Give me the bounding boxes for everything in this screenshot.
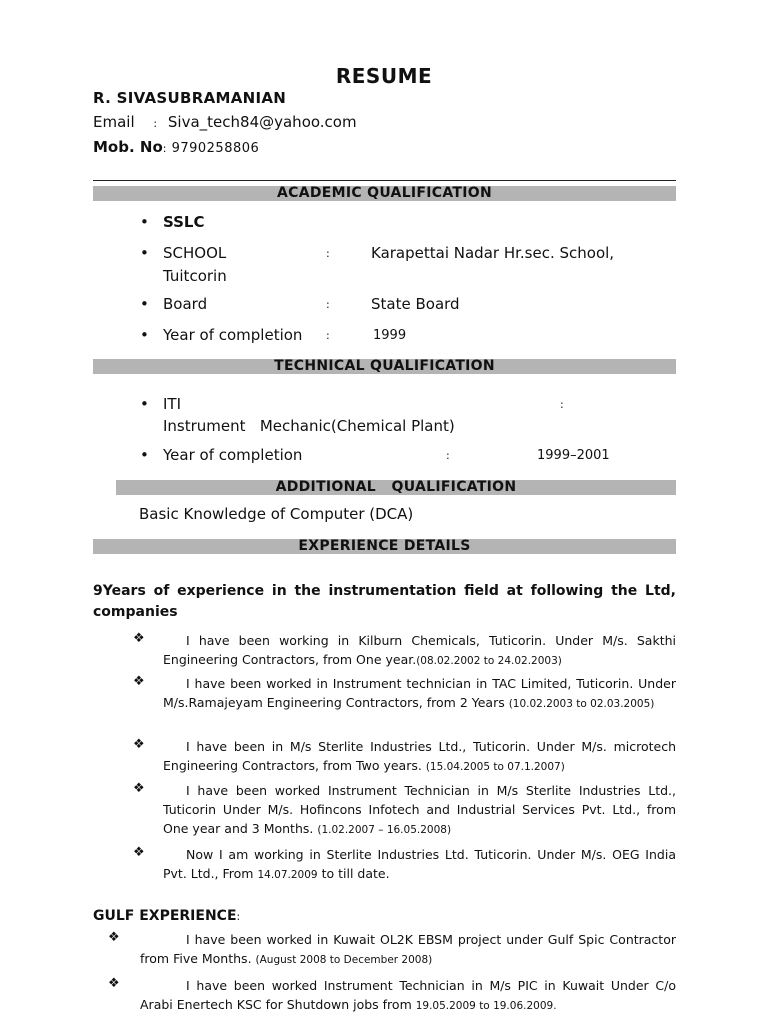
technical-year-separator: :: [446, 449, 450, 462]
diamond-bullet-icon: ❖: [133, 781, 145, 796]
academic-board-label: Board: [163, 295, 208, 313]
header-divider: [93, 180, 676, 181]
technical-iti-separator: :: [560, 398, 564, 411]
experience-item-1: I have been working in Kilburn Chemicals, Tuticorin. Under M/s. Sakthi Engineering Contractors, from One year.(08.02.2002 to 24.02.2003): [163, 633, 676, 667]
email-separator: :: [153, 117, 158, 130]
academic-year-label: Year of completion: [163, 326, 303, 344]
gulf-separator: :: [236, 910, 241, 923]
resume-title: RESUME: [335, 64, 433, 88]
experience-heading: EXPERIENCE DETAILS: [93, 539, 676, 554]
diamond-bullet-icon: ❖: [133, 631, 145, 646]
bullet-icon: •: [140, 446, 149, 464]
experience-intro: 9Years of experience in the instrumentation field at following the Ltd, companies: [93, 583, 676, 620]
academic-school-label: SCHOOL: [163, 244, 227, 262]
bullet-icon: •: [140, 326, 149, 344]
gulf-heading: GULF EXPERIENCE: [93, 908, 237, 924]
academic-board-separator: :: [326, 298, 330, 311]
experience-item-2: I have been worked in Instrument technician in TAC Limited, Tuticorin. Under M/s.Ramajeyam Engineering Contractors, from 2 Years (10.02.2003 to 02.03.2005): [163, 676, 676, 710]
bullet-icon: •: [140, 295, 149, 313]
gulf-heading-row: [93, 905, 240, 924]
gulf-item-1: I have been worked in Kuwait OL2K EBSM project under Gulf Spic Contractor from Five Months. (August 2008 to December 2008): [140, 932, 676, 966]
experience-item-3: I have been in M/s Sterlite Industries Ltd., Tuticorin. Under M/s. microtech Engineering Contractors, from Two years. (15.04.2005 to 07.1.2007): [163, 739, 676, 773]
bullet-icon: •: [140, 244, 149, 262]
additional-text: Basic Knowledge of Computer (DCA): [139, 505, 414, 523]
diamond-bullet-icon: ❖: [133, 737, 145, 752]
mobile-label: Mob. No: [93, 138, 163, 156]
email-value: Siva_tech84@yahoo.com: [167, 113, 357, 131]
bullet-icon: •: [140, 395, 149, 413]
technical-year-value: 1999–2001: [537, 448, 610, 463]
technical-iti-value: Instrument Mechanic(Chemical Plant): [163, 417, 455, 435]
experience-item-4: I have been worked Instrument Technician in M/s Sterlite Industries Ltd., Tuticorin Under M/s. Hofincons Infotech and Industrial Services Pvt. Ltd., from One year and 3 Months. (1.02.2007 – 16.05.2008): [163, 783, 676, 836]
academic-sslc: SSLC: [163, 213, 205, 231]
academic-heading: ACADEMIC QUALIFICATION: [93, 186, 676, 201]
academic-school-city: Tuitcorin: [163, 267, 227, 285]
academic-board-value: State Board: [371, 295, 460, 313]
experience-item-5: Now I am working in Sterlite Industries Ltd. Tuticorin. Under M/s. OEG India Pvt. Ltd., From 14.07.2009 to till date.: [163, 847, 676, 881]
technical-year-label: Year of completion: [163, 446, 303, 464]
mobile-separator: :: [162, 142, 167, 155]
technical-iti-label: ITI: [163, 395, 182, 413]
academic-school-value: Karapettai Nadar Hr.sec. School,: [371, 244, 615, 262]
mobile-value: 9790258806: [171, 141, 260, 156]
email-label: Email: [93, 113, 135, 131]
candidate-name: R. SIVASUBRAMANIAN: [93, 89, 287, 107]
technical-heading: TECHNICAL QUALIFICATION: [93, 359, 676, 374]
academic-year-value: 1999: [373, 328, 407, 343]
email-row: [93, 113, 357, 131]
diamond-bullet-icon: ❖: [108, 976, 120, 991]
diamond-bullet-icon: ❖: [133, 674, 145, 689]
diamond-bullet-icon: ❖: [108, 930, 120, 945]
mobile-row: [93, 137, 259, 156]
academic-year-separator: :: [326, 329, 330, 342]
diamond-bullet-icon: ❖: [133, 845, 145, 860]
bullet-icon: •: [140, 213, 149, 231]
gulf-item-2: I have been worked Instrument Technician in M/s PIC in Kuwait Under C/o Arabi Enertech KSC for Shutdown jobs from 19.05.2009 to 19.06.2009.: [140, 978, 676, 1012]
additional-heading: ADDITIONAL QUALIFICATION: [116, 480, 676, 495]
academic-school-separator: :: [326, 247, 330, 260]
